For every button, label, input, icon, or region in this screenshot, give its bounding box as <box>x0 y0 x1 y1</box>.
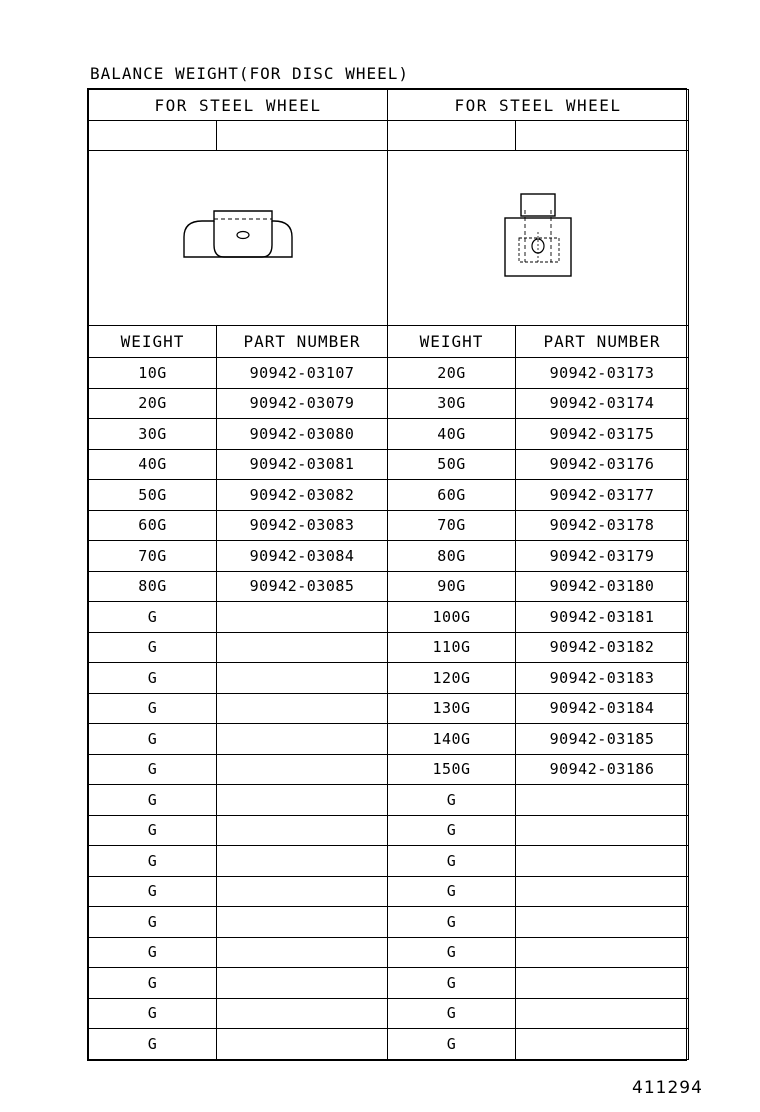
blank-cell <box>217 121 388 151</box>
right-part-number-cell <box>516 815 689 846</box>
left-part-number-cell: 90942-03080 <box>217 419 388 450</box>
left-weight-cell: G <box>89 968 217 999</box>
right-weight-cell: G <box>388 1029 516 1060</box>
table-row <box>89 998 689 1029</box>
left-weight-cell: G <box>89 754 217 785</box>
left-weight-cell: 80G <box>89 571 217 602</box>
left-weight-cell: 10G <box>89 358 217 389</box>
left-part-number-cell: 90942-03079 <box>217 388 388 419</box>
right-part-number-cell <box>516 937 689 968</box>
left-part-number-cell <box>217 968 388 999</box>
table-row <box>89 815 689 846</box>
table-row <box>89 388 689 419</box>
left-part-number-cell <box>217 754 388 785</box>
left-section-heading: FOR STEEL WHEEL <box>89 90 388 121</box>
right-weight-header: WEIGHT <box>388 326 516 358</box>
right-weight-cell: 110G <box>388 632 516 663</box>
left-part-number-cell <box>217 785 388 816</box>
right-part-number-cell: 90942-03181 <box>516 602 689 633</box>
weight-front-view-illustration <box>493 188 583 288</box>
right-weight-cell: 150G <box>388 754 516 785</box>
weight-side-view-illustration <box>168 203 308 273</box>
right-weight-cell: 130G <box>388 693 516 724</box>
left-part-number-cell: 90942-03083 <box>217 510 388 541</box>
blank-cell <box>516 121 689 151</box>
right-weight-cell: 60G <box>388 480 516 511</box>
left-part-number-cell <box>217 815 388 846</box>
right-weight-cell: G <box>388 815 516 846</box>
right-part-number-cell <box>516 846 689 877</box>
table-row <box>89 419 689 450</box>
table-row <box>89 846 689 877</box>
left-part-number-cell <box>217 663 388 694</box>
left-weight-cell: 70G <box>89 541 217 572</box>
balance-weight-sheet <box>87 88 687 1061</box>
right-part-number-cell: 90942-03182 <box>516 632 689 663</box>
table-row <box>89 632 689 663</box>
right-part-number-cell: 90942-03173 <box>516 358 689 389</box>
right-weight-cell: 20G <box>388 358 516 389</box>
right-weight-cell: G <box>388 968 516 999</box>
left-weight-cell: 60G <box>89 510 217 541</box>
table-row <box>89 602 689 633</box>
left-part-number-cell <box>217 602 388 633</box>
right-weight-cell: 40G <box>388 419 516 450</box>
left-part-number-cell <box>217 876 388 907</box>
table-row <box>89 510 689 541</box>
left-weight-cell: G <box>89 724 217 755</box>
right-part-number-cell: 90942-03175 <box>516 419 689 450</box>
left-weight-cell: G <box>89 693 217 724</box>
parts-table <box>88 89 689 1060</box>
right-weight-cell: 140G <box>388 724 516 755</box>
page-title: BALANCE WEIGHT(FOR DISC WHEEL) <box>90 64 409 83</box>
left-weight-cell: 50G <box>89 480 217 511</box>
left-part-number-cell: 90942-03081 <box>217 449 388 480</box>
left-part-number-cell <box>217 632 388 663</box>
right-weight-cell: 50G <box>388 449 516 480</box>
right-part-number-cell <box>516 1029 689 1060</box>
left-weight-cell: 30G <box>89 419 217 450</box>
right-weight-cell: G <box>388 998 516 1029</box>
right-weight-cell: 100G <box>388 602 516 633</box>
document-number: 411294 <box>632 1078 703 1098</box>
right-weight-cell: G <box>388 785 516 816</box>
table-row <box>89 571 689 602</box>
table-row <box>89 937 689 968</box>
right-part-number-cell: 90942-03180 <box>516 571 689 602</box>
right-section-heading: FOR STEEL WHEEL <box>388 90 689 121</box>
left-weight-cell: G <box>89 815 217 846</box>
right-weight-cell: G <box>388 937 516 968</box>
left-part-number-cell <box>217 998 388 1029</box>
right-part-number-cell <box>516 998 689 1029</box>
left-part-number-cell <box>217 1029 388 1060</box>
right-part-number-cell: 90942-03178 <box>516 510 689 541</box>
right-part-number-cell: 90942-03174 <box>516 388 689 419</box>
section-heading-row <box>89 90 689 121</box>
left-part-number-cell <box>217 846 388 877</box>
table-row <box>89 968 689 999</box>
right-weight-cell: 80G <box>388 541 516 572</box>
right-part-number-cell: 90942-03177 <box>516 480 689 511</box>
blank-cell <box>89 121 217 151</box>
right-weight-cell: G <box>388 907 516 938</box>
table-row <box>89 1029 689 1060</box>
left-weight-cell: G <box>89 876 217 907</box>
left-illustration-cell <box>89 151 388 326</box>
left-weight-cell: G <box>89 785 217 816</box>
right-part-number-cell <box>516 968 689 999</box>
left-weight-cell: G <box>89 846 217 877</box>
right-weight-cell: G <box>388 876 516 907</box>
right-weight-cell: G <box>388 846 516 877</box>
table-row <box>89 907 689 938</box>
left-part-header: PART NUMBER <box>217 326 388 358</box>
right-weight-cell: 70G <box>388 510 516 541</box>
right-part-number-cell <box>516 907 689 938</box>
left-part-number-cell <box>217 937 388 968</box>
right-part-number-cell <box>516 785 689 816</box>
right-part-number-cell <box>516 876 689 907</box>
blank-cell <box>388 121 516 151</box>
left-weight-cell: 20G <box>89 388 217 419</box>
right-part-number-cell: 90942-03176 <box>516 449 689 480</box>
left-part-number-cell <box>217 907 388 938</box>
left-part-number-cell <box>217 724 388 755</box>
left-part-number-cell: 90942-03084 <box>217 541 388 572</box>
table-row <box>89 693 689 724</box>
right-part-number-cell: 90942-03183 <box>516 663 689 694</box>
table-row <box>89 663 689 694</box>
left-weight-cell: G <box>89 632 217 663</box>
table-row <box>89 785 689 816</box>
table-row <box>89 358 689 389</box>
left-part-number-cell: 90942-03082 <box>217 480 388 511</box>
left-weight-header: WEIGHT <box>89 326 217 358</box>
right-part-header: PART NUMBER <box>516 326 689 358</box>
table-row <box>89 480 689 511</box>
left-weight-cell: G <box>89 998 217 1029</box>
table-row <box>89 449 689 480</box>
right-illustration-cell <box>388 151 689 326</box>
illustration-row <box>89 151 689 326</box>
right-weight-cell: 120G <box>388 663 516 694</box>
right-part-number-cell: 90942-03179 <box>516 541 689 572</box>
left-part-number-cell: 90942-03107 <box>217 358 388 389</box>
right-part-number-cell: 90942-03184 <box>516 693 689 724</box>
left-weight-cell: G <box>89 602 217 633</box>
blank-row <box>89 121 689 151</box>
table-row <box>89 541 689 572</box>
left-part-number-cell <box>217 693 388 724</box>
table-row <box>89 724 689 755</box>
right-part-number-cell: 90942-03185 <box>516 724 689 755</box>
left-part-number-cell: 90942-03085 <box>217 571 388 602</box>
left-weight-cell: 40G <box>89 449 217 480</box>
table-row <box>89 754 689 785</box>
left-weight-cell: G <box>89 937 217 968</box>
left-weight-cell: G <box>89 907 217 938</box>
left-weight-cell: G <box>89 663 217 694</box>
right-part-number-cell: 90942-03186 <box>516 754 689 785</box>
left-weight-cell: G <box>89 1029 217 1060</box>
column-header-row <box>89 326 689 358</box>
right-weight-cell: 90G <box>388 571 516 602</box>
table-row <box>89 876 689 907</box>
right-weight-cell: 30G <box>388 388 516 419</box>
